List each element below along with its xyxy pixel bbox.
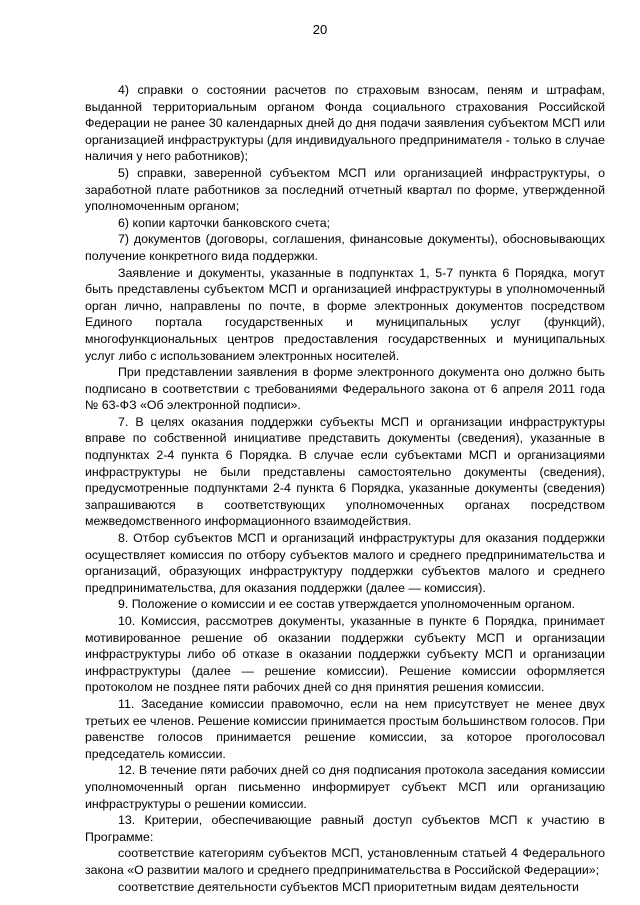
paragraph-5-salary-certificate: 5) справки, заверенной субъектом МСП или организацией инфраструктуры, о заработной плате работников за последний отчетный квартал по форме, утвержденной уполномоченным органом; [85, 165, 605, 214]
paragraph-7-documents: 7) документов (договоры, соглашения, финансовые документы), обосновывающих получение конкретного вида поддержки. [85, 232, 605, 263]
paragraph-item-13: 13. Критерии, обеспечивающие равный доступ субъектов МСП к участию в Программе: [85, 813, 605, 844]
paragraph-electronic-signature: При представлении заявления в форме электронного документа оно должно быть подписано в соответствии с требованиями Федерального закона от 6 апреля 2011 года № 63-ФЗ «Об электронной подписи». [85, 365, 605, 413]
paragraph-item-11: 11. Заседание комиссии правомочно, если на нем присутствует не менее двух третьих ее членов. Решение комиссии принимается простым большинством голосов. При равенстве голосов принимается решение комиссии, за которое проголосовал председатель комиссии. [85, 696, 605, 761]
paragraph-criterion-categories: соответствие категориям субъектов МСП, установленным статьей 4 Федерального закона «О развитии малого и среднего предпринимательства в Российской Федерации»; [85, 846, 605, 877]
paragraph-item-9: 9. Положение о комиссии и ее состав утверждается уполномоченным органом. [118, 597, 576, 612]
page-number: 20 [312, 22, 328, 37]
paragraph-4-insurance-certificate: 4) справки о состоянии расчетов по страховым взносам, пеням и штрафам, выданной территориальным органом Фонда социального страхования Российской Федерации не ранее 30 календарных дней до дня подачи заявления субъектом МСП или организацией инфраструктуры (для индивидуального предпринимателя - только в случае наличия у него работников); [85, 83, 605, 164]
paragraph-item-8: 8. Отбор субъектов МСП и организаций инфраструктуры для оказания поддержки осуществляет комиссия по отбору субъектов малого и среднего предпринимательства и организаций, образующих инфраструктуру поддержки субъектов малого и среднего предпринимательства, для оказания поддержки (далее — комиссия). [85, 531, 605, 595]
paragraph-item-12: 12. В течение пяти рабочих дней со дня подписания протокола заседания комиссии уполномоченный орган письменно информирует субъект МСП или организацию инфраструктуры о решении комиссии. [85, 763, 605, 811]
document-body [85, 82, 605, 895]
paragraph-criterion-priority-activities: соответствие деятельности субъектов МСП приоритетным видам деятельности [118, 879, 579, 894]
paragraph-item-10: 10. Комиссия, рассмотрев документы, указанные в пункте 6 Порядка, принимает мотивированное решение об оказании поддержки субъекту МСП и организации инфраструктуры либо об отказе в оказании поддержки субъекту МСП и организации инфраструктуры (далее — решение комиссии). Решение комиссии оформляется протоколом не позднее пяти рабочих дней со дня принятия решения комиссии. [85, 614, 605, 695]
paragraph-item-7: 7. В целях оказания поддержки субъекты МСП и организации инфраструктуры вправе по собственной инициативе представить документы (сведения), указанные в подпунктах 2-4 пункта 6 Порядка. В случае если субъектами МСП и организациями инфраструктуры не были представлены самостоятельно документы (сведения), предусмотренные подпунктами 2-4 пункта 6 Порядка, указанные документы (сведения) запрашиваются в соответствующих уполномоченных органах посредством межведомственного информационного взаимодействия. [85, 414, 605, 529]
paragraph-submission-methods: Заявление и документы, указанные в подпунктах 1, 5-7 пункта 6 Порядка, могут быть представлены субъектом МСП и организацией инфраструктуры в уполномоченный орган лично, направлены по почте, в форме электронных документов посредством Единого портала государственных и муниципальных услуг (функций), многофункциональных центров предоставления государственных и муниципальных услуг либо с использованием электронных носителей. [85, 265, 605, 363]
paragraph-6-bank-card-copy: 6) копии карточки банковского счета; [118, 215, 331, 230]
